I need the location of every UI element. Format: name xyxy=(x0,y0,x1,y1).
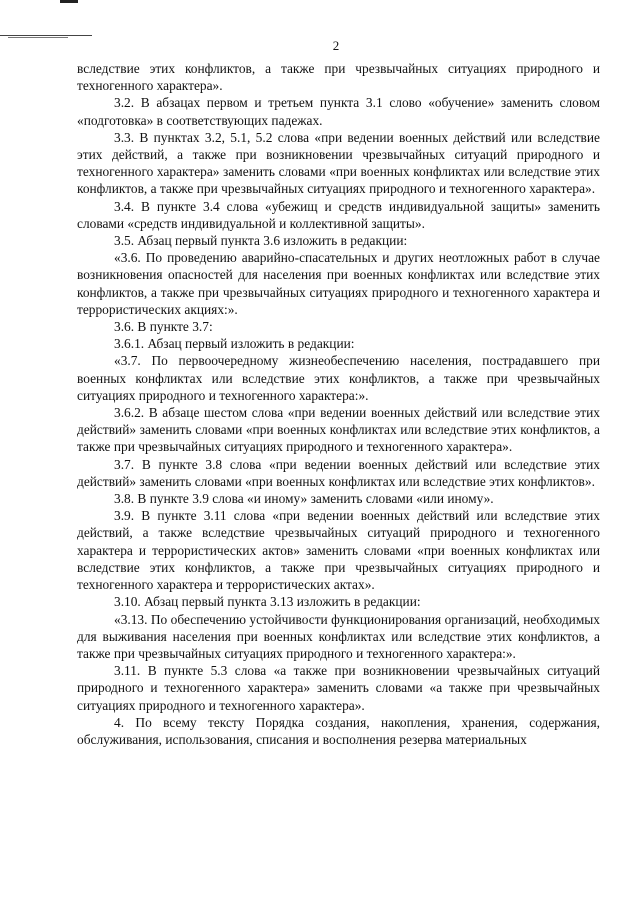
document-body xyxy=(77,60,600,748)
paragraph: 3.10. Абзац первый пункта 3.13 изложить в редакции: xyxy=(114,594,421,610)
paragraph: 3.2. В абзацах первом и третьем пункта 3.1 слово «обучение» заменить словом «подготовка» в соответствующих падежах. xyxy=(77,95,600,128)
paragraph: вследствие этих конфликтов, а также при чрезвычайных ситуациях природного и техногенного характера». xyxy=(77,61,600,94)
scan-artifact xyxy=(60,0,78,3)
paragraph: 3.7. В пункте 3.8 слова «при ведении военных действий или вследствие этих действий» заменить словами «при военных конфликтах или вследствие этих конфликтов». xyxy=(77,456,600,489)
page-number: 2 xyxy=(332,38,340,53)
paragraph: 3.6. В пункте 3.7: xyxy=(114,319,213,335)
paragraph: «3.6. По проведению аварийно-спасательных и других неотложных работ в случае возникновения опасностей для населения при военных конфликтах или вследствие этих конфликтов, а также при чрезвычайных ситуациях природного и техногенного характера и террористических акциях:». xyxy=(77,250,600,317)
paragraph: «3.7. По первоочередному жизнеобеспечению населения, пострадавшего при военных конфликтах или вследствие этих конфликтов, а также при чрезвычайных ситуациях природного и техногенного характера:». xyxy=(77,353,600,403)
paragraph: 3.5. Абзац первый пункта 3.6 изложить в редакции: xyxy=(114,233,408,249)
paragraph: 3.3. В пунктах 3.2, 5.1, 5.2 слова «при ведении военных действий или вследствие этих действий, а также при возникновении чрезвычайных ситуаций природного и техногенного характера» заменить словами «при военных конфликтах или вследствие этих конфликтов, а также при чрезвычайных ситуациях природного и техногенного характера». xyxy=(77,129,600,197)
paragraph: «3.13. По обеспечению устойчивости функционирования организаций, необходимых для выживания населения при военных конфликтах или вследствие этих конфликтов, а также при чрезвычайных ситуациях природного и техногенного характера:». xyxy=(77,611,600,661)
paragraph: 3.6.1. Абзац первый изложить в редакции: xyxy=(114,336,355,352)
paragraph: 3.11. В пункте 5.3 слова «а также при возникновении чрезвычайных ситуаций природного и техногенного характера» заменить словами «а также при чрезвычайных ситуациях природного и техногенного характера». xyxy=(77,663,600,713)
paragraph: 4. По всему тексту Порядка создания, накопления, хранения, содержания, обслуживания, использования, списания и восполнения резерва материальных xyxy=(77,714,600,747)
paragraph: 3.6.2. В абзаце шестом слова «при ведении военных действий или вследствие этих действий» заменить словами «при военных конфликтах или вследствие этих конфликтов, а также при чрезвычайных ситуациях природного и техногенного характера». xyxy=(77,405,600,455)
header-rule xyxy=(0,35,92,36)
paragraph: 3.8. В пункте 3.9 слова «и иному» заменить словами «или иному». xyxy=(114,491,494,507)
paragraph: 3.9. В пункте 3.11 слова «при ведении военных действий или вследствие этих действий, а также вследствие чрезвычайных ситуаций природного и техногенного характера и террористических актов» заменить словами «при военных конфликтах или вследствие этих конфликтов, а также при чрезвычайных ситуациях природного и техногенного характера и террористических актах». xyxy=(77,508,600,593)
paragraph: 3.4. В пункте 3.4 слова «убежищ и средств индивидуальной защиты» заменить словами «средств индивидуальной и коллективной защиты». xyxy=(77,198,600,231)
